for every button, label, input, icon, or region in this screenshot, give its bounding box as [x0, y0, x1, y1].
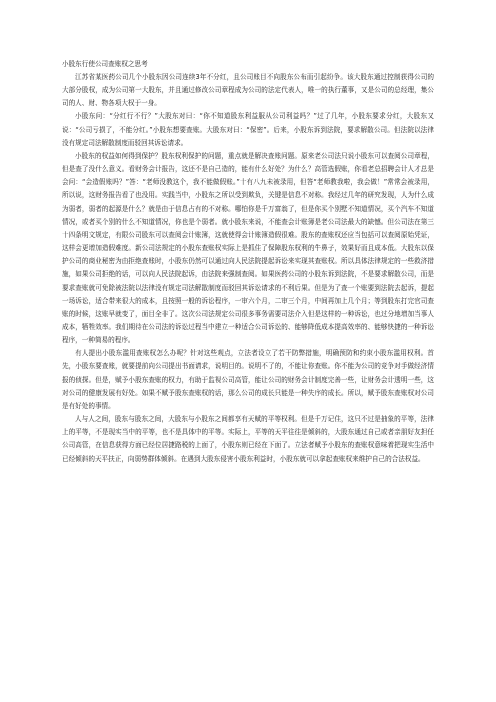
document-page: [62, 58, 434, 466]
paragraph-2: 小股东问：“分红行不行？”大股东对曰：“你不知道股东利益服从公司利益吗？”过了几年，小股东要求分红，大股东又说：“公司亏损了，不能分红。”小股东想要查账。大股东对曰：“保密”。后来，小股东诉到法院，要求解散公司。但法院以法律没有规定司法解散制度而驳回其诉讼请求。: [62, 112, 434, 147]
document-title: 小股东行使公司查账权之思考: [62, 60, 148, 68]
paragraph-1: 江苏省某医药公司几个小股东因公司连续3年不分红，且公司账目不向股东公布而引起纷争。该大股东通过控制获得公司的大部分股权，成为公司第一大股东，并且通过修改公司章程成为公司的法定代表人，唯一的执行董事，又是公司的总经理，集公司的人、财、物各项大权于一身。: [62, 73, 434, 108]
paragraph-4: 有人提出小股东滥用查账权怎么办呢？针对这些观点，立法者设立了若干防弊措施，明确预防和约束小股东滥用权利。首先，小股东要查账，就要提前向公司提出书面请求，说明目的。说明不了的，不能让你查账。你不能为公司的竞争对手做经济情报的侦探。但是，赋予小股东查账的权力，有助于监视公司高管，能让公司的财务会计制度完善一些，让财务会计透明一些，这对公司的健康发展有好处。如果不赋予股东查账权的话，那么公司的成长只能是一种失序的成长。所以，赋予股东查账权对公司是有好处的事情。: [62, 349, 434, 410]
paragraph-3: 小股东的权益如何得到保护？股东权利保护的问题，重点就是解决查账问题。原来老公司法只说小股东可以查阅公司章程，但是查了没什么意义。看财务会计报告，这还不是自己造的，能有什么好处？为什么？高管选假账，你看老总招聘会计人才总是会问：“会造假账吗？”答：“老师没教这个，我不能做假账。”十有八九未被录用，但答“老师教我啦，我会做！”常常会被录用，所以说，这财务报告看了也没用。实践当中，小股东之所以受到欺负，关键是信息不对称。我经过几年的研究发现，人为什么成为弱者，弱者的起源是什么？就是由于信息占有的不对称。哪怕你是千万富翁了，但是你买个别墅不知道情况，买个汽车不知道情况，或者买个别的什么不知道情况，你也是个弱者。就小股东来说，不能查会计账簿是老公司法最大的缺憾。但公司法在第三十四条明文规定，有限公司股东可以查阅会计账簿，这就使得会计账簿造假很难。股东的查账权还应当包括可以查阅原始凭证，这样会更增加造假难度。新公司法规定的小股东查账权实际上是抓住了保障股东权利的牛鼻子，效果好而且成本低。大股东以保护公司的商业秘密为由拒绝查账时，小股东仍然可以通过向人民法院提起诉讼来实现其查账权。所以具体法律规定的一些救济措施，如果公司拒绝的话，可以向人民法院起诉，由法院来强制查阅。如果医药公司的小股东诉到法院，不是要求解散公司，而是要求查账就可免除被法院以法律没有规定司法解散制度而驳回其诉讼请求的不利后果。但是为了查一个账要到法院去起诉，提起一场诉讼，适合带来很大的成本，且按照一般的诉讼程序，一审六个月，二审三个月，中间再加上几个月；等到股东打完官司查账的时候，这账早就变了，面目全非了。这次公司法规定公司很多事务需要司法介入但是这样的一种诉讼，也过分地增加当事人成本，牺牲效率。我们期待在公司法的诉讼过程当中建立一种适合公司诉讼的、能够降低成本提高效率的、能够快捷的一种诉讼程序，一种简易的程序。: [62, 151, 434, 345]
paragraph-5: 人与人之间，股东与股东之间，大股东与小股东之间都享有天赋的平等权利。但是千万记住，这只不过是抽象的平等，法律上的平等，不是现实当中的平等，也不是具体中的平等。实际上，平等的天平往往是倾斜的，大股东通过自己或者亲朋好友担任公司高管，在信息获得方面已经位居捷路税的上面了，小股东则已经在下面了。立法者赋予小股东的查账权意味着把现实生活中已经倾斜的天平扶正，向弱势群体倾斜。在遇到大股东侵害小股东利益时，小股东就可以拿起查账权来维护自己的合法权益。: [62, 415, 434, 463]
